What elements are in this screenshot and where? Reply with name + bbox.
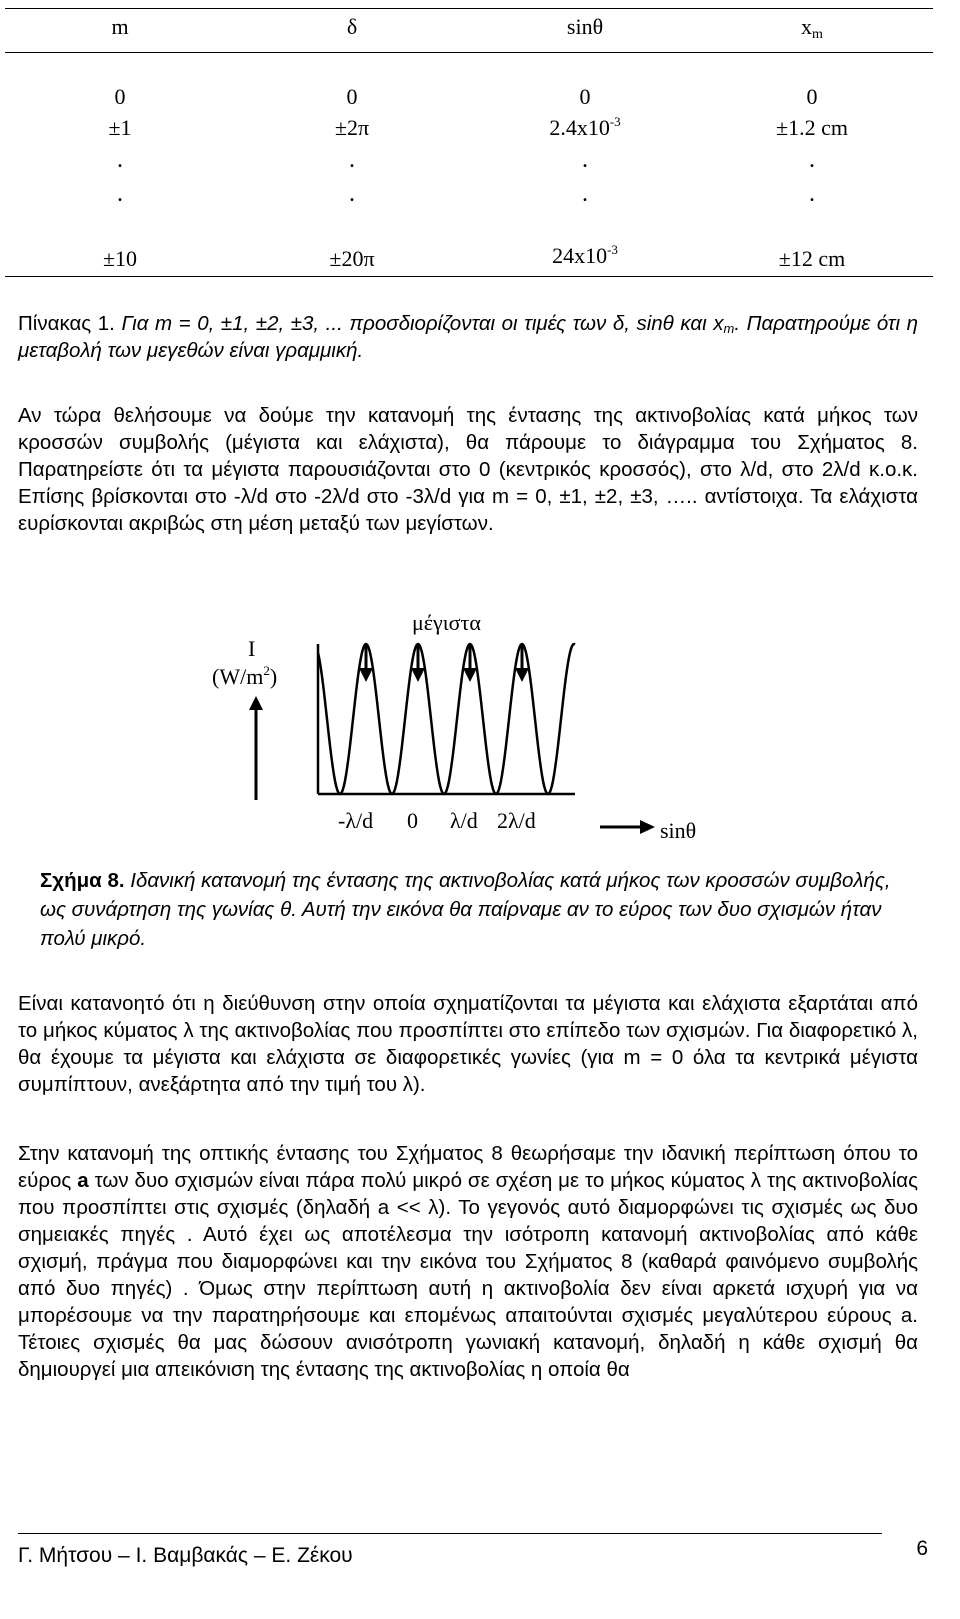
maxima-label: μέγιστα bbox=[412, 610, 481, 635]
x-axis-arrowhead bbox=[640, 820, 655, 834]
footer-authors: Γ. Μήτσου – Ι. Βαμβακάς – Ε. Ζέκου bbox=[18, 1544, 353, 1567]
table-cell: 0 bbox=[806, 84, 818, 109]
y-label-unit: $(W/m^2)$ bbox=[212, 663, 278, 689]
table-header-rule bbox=[5, 52, 933, 53]
table-cell: ±1.2 cm bbox=[776, 115, 848, 140]
tick-label: -λ/d bbox=[338, 808, 374, 833]
table-cell: $2.4x10^{-3}$ bbox=[549, 114, 621, 140]
intensity-figure bbox=[0, 600, 960, 860]
intensity-curve bbox=[318, 644, 575, 794]
figure-caption: Σχήμα 8. Ιδανική κατανομή της έντασης της ακτινοβολίας κατά μήκος των κροσσών συμβολής, ως συνάρτηση της γωνίας θ. Αυτή την εικόνα θα παίρναμε αν το εύρος των δυο σχισμών ήταν πολύ μικρό. bbox=[40, 869, 891, 950]
intensity-plot bbox=[0, 600, 960, 860]
table-cell: . bbox=[582, 181, 588, 207]
maximum-arrowhead bbox=[411, 668, 425, 682]
paragraph-intensity-distribution: Αν τώρα θελήσουμε να δούμε την κατανομή της έντασης της ακτινοβολίας κατά μήκος των κροσσών συμβολής (μέγιστα και ελάχιστα), θα πάρουμε το διάγραμμα του Σχήματος 8. Παρατηρείστε ότι τα μέγιστα παρουσιάζονται στο 0 (κεντρικός κροσσός), στο λ/d, στο 2λ/d κ.ο.κ. Επίσης βρίσκονται στο -λ/d στο -2λ/d στο -3λ/d για m = 0, ±1, ±2, ±3, ….. αντίστοιχα. Τα ελάχιστα ευρίσκονται ακριβώς στη μέση μεταξύ των μεγίστων. bbox=[18, 404, 918, 535]
table-cell: 0 bbox=[346, 84, 358, 109]
table-header-delta: δ bbox=[346, 14, 358, 39]
table-bottom-rule bbox=[5, 276, 933, 277]
table-cell: $24x10^{-3}$ bbox=[552, 242, 618, 268]
table-cell: 0 bbox=[579, 84, 591, 109]
maximum-arrowhead bbox=[463, 668, 477, 682]
tick-label: 0 bbox=[407, 808, 418, 833]
table-cell: ±20π bbox=[329, 246, 375, 271]
tick-label: λ/d bbox=[450, 808, 478, 833]
y-label-symbol: I bbox=[248, 636, 256, 661]
table-cell: ±12 cm bbox=[778, 246, 846, 271]
table-caption: Πίνακας 1. Για m = 0, ±1, ±2, ±3, ... προσδιορίζονται οι τιμές των δ, sinθ και $x_m$. Παρατηρούμε ότι η μεταβολή των μεγεθών είναι γραμμική. bbox=[18, 312, 918, 362]
table-header-x: $x_m$ bbox=[801, 14, 823, 42]
table-header-sin: sinθ bbox=[566, 14, 604, 39]
footer-rule bbox=[18, 1533, 882, 1534]
table-cell: . bbox=[117, 147, 123, 173]
x-axis-label: sinθ bbox=[660, 818, 697, 843]
table-cell: . bbox=[349, 147, 355, 173]
table-cell: ±10 bbox=[102, 246, 138, 271]
paragraph-wavelength: Είναι κατανοητό ότι η διεύθυνση στην οποία σχηματίζονται τα μέγιστα και ελάχιστα εξαρτάται από το μήκος κύματος λ της ακτινοβολίας που προσπίπτει στο επίπεδο των σχισμών. Για διαφορετικό λ, θα έχουμε τα μέγιστα και ελάχιστα σε διαφορετικές γωνίες (για m = 0 όλα τα κεντρικά μέγιστα συμπίπτουν, ανεξάρτητα από την τιμή του λ). bbox=[18, 992, 918, 1096]
table-cell: ±1 bbox=[108, 115, 132, 140]
maximum-arrowhead bbox=[515, 668, 529, 682]
table-top-rule bbox=[5, 8, 933, 9]
paragraph-slit-width: Στην κατανομή της οπτικής έντασης του Σχήματος 8 θεωρήσαμε την ιδανική περίπτωση όπου το εύρος a των δυο σχισμών είναι πάρα πολύ μικρό σε σχέση με το μήκος κύματος λ της ακτινοβολίας που προσπίπτει στις σχισμές (δηλαδή a << λ). Το γεγονός αυτό διαμορφώνει τις σχισμές ως δυο σημειακές πηγές . Αυτό έχει ως αποτέλεσμα την ισότροπη κατανομή ακτινοβολίας από κάθε σχισμή, πράγμα που διαμορφώνει και την εικόνα του Σχήματος 8 (καθαρά φαινόμενο συμβολής από δυο πηγές) . Όμως στην περίπτωση αυτή η ακτινοβολία δεν είναι αρκετά ισχυρή για να μπορέσουμε να την παρατηρήσουμε και επομένως απαιτούνται σχισμές μεγαλύτερου εύρους a. Τέτοιες σχισμές θα μας δώσουν ανισότροπη γωνιακή κατανομή, δηλαδή η κάθε σχισμή θα δημιουργεί μια απεικόνιση της έντασης της ακτινοβολίας η οποία θα bbox=[18, 1142, 918, 1381]
table-cell: ±2π bbox=[334, 115, 370, 140]
maxima-arrows bbox=[359, 644, 529, 682]
table-cell: . bbox=[582, 147, 588, 173]
page-number: 6 bbox=[916, 1537, 928, 1560]
table-cell: . bbox=[809, 147, 815, 173]
table-header-m: m bbox=[111, 14, 129, 39]
maximum-arrowhead bbox=[359, 668, 373, 682]
table-cell: . bbox=[809, 181, 815, 207]
y-axis-arrowhead bbox=[249, 696, 263, 710]
table-cell: . bbox=[349, 181, 355, 207]
table-cell: 0 bbox=[114, 84, 126, 109]
tick-label: 2λ/d bbox=[497, 808, 536, 833]
table-cell: . bbox=[117, 181, 123, 207]
